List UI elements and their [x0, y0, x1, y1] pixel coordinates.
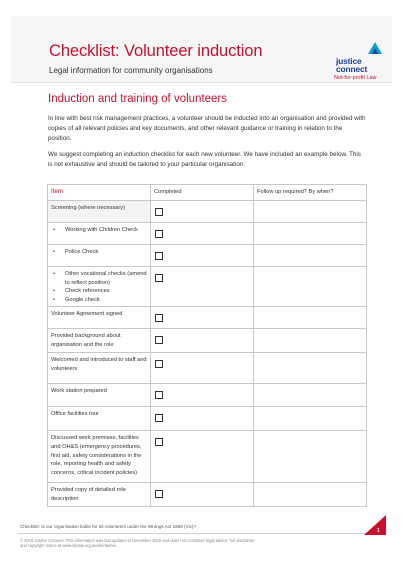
column-header-completed: Completed — [151, 185, 254, 201]
checkbox-icon[interactable] — [155, 274, 163, 282]
table-row — [48, 329, 367, 353]
completed-cell — [151, 353, 254, 384]
follow-up-cell[interactable] — [254, 267, 367, 307]
page-number: 1 — [377, 528, 380, 534]
section-heading: Induction and training of volunteers — [48, 93, 228, 105]
checkbox-icon[interactable] — [155, 438, 163, 446]
follow-up-cell[interactable] — [254, 245, 367, 267]
checkbox-icon[interactable] — [155, 414, 163, 422]
follow-up-cell[interactable] — [254, 307, 367, 329]
checkbox-icon[interactable] — [155, 360, 163, 368]
item-cell: Screening (where necessary) — [48, 201, 151, 223]
item-cell: Provided copy of detailed role description — [48, 483, 151, 506]
logo-tagline: Not-for-profit Law — [334, 75, 377, 81]
bullet-item: • Google check — [51, 296, 147, 305]
intro-paragraph: In line with best risk management practices, a volunteer should be inducted into an organisation and provided with copies of all relevant policies and key documents, and other relevant guidance or training in relation to the position. — [48, 115, 366, 143]
footer-divider — [18, 533, 380, 534]
table-row — [48, 267, 367, 307]
checkbox-icon[interactable] — [155, 391, 163, 399]
column-header-item: Item — [48, 185, 151, 201]
table-row — [48, 307, 367, 329]
induction-checklist-table — [47, 184, 367, 507]
item-cell — [48, 245, 151, 267]
page-corner-icon — [362, 515, 386, 535]
checkbox-icon[interactable] — [155, 336, 163, 344]
justice-connect-logo-icon — [366, 40, 384, 56]
follow-up-cell[interactable] — [254, 431, 367, 483]
follow-up-cell[interactable] — [254, 223, 367, 245]
completed-cell — [151, 407, 254, 431]
logo-wordmark-line2: connect — [336, 64, 368, 74]
checkbox-icon[interactable] — [155, 490, 163, 498]
checkbox-icon[interactable] — [155, 208, 163, 216]
completed-cell — [151, 245, 254, 267]
follow-up-cell[interactable] — [254, 483, 367, 506]
logo-wordmark-line1: justice — [336, 56, 362, 66]
table-row — [48, 201, 367, 223]
table-row — [48, 431, 367, 483]
document-title: Checklist: Volunteer induction — [49, 42, 263, 60]
table-row — [48, 353, 367, 384]
item-cell: Work station prepared — [48, 384, 151, 407]
table-row — [48, 407, 367, 431]
follow-up-cell[interactable] — [254, 353, 367, 384]
bullet-item: • Other vocational checks (amend to reflect position) — [51, 270, 147, 287]
column-header-follow-up: Follow up required? By when? — [254, 185, 367, 201]
completed-cell — [151, 307, 254, 329]
table-row — [48, 245, 367, 267]
follow-up-cell[interactable] — [254, 384, 367, 407]
justice-connect-logo — [322, 40, 392, 92]
footer-related-checklist[interactable]: Checklist: Is our organisation liable for its volunteers under the Wrongs Act 1958 (Vic)? — [20, 524, 197, 529]
table-row — [48, 384, 367, 407]
item-cell: Office facilities tour — [48, 407, 151, 431]
table-row — [48, 223, 367, 245]
item-cell: Volunteer Agreement signed — [48, 307, 151, 329]
follow-up-cell[interactable] — [254, 201, 367, 223]
bullet-item: • Working with Children Check — [51, 226, 147, 235]
completed-cell — [151, 201, 254, 223]
suggestion-paragraph: We suggest completing an induction checklist for each new volunteer. We have included an example below. This is not exhaustive and should be tailored to your particular organisation. — [48, 151, 361, 169]
completed-cell — [151, 223, 254, 245]
document-header — [11, 16, 392, 83]
completed-cell — [151, 431, 254, 483]
item-cell: Provided background about organisation and the role — [48, 329, 151, 353]
checkbox-icon[interactable] — [155, 252, 163, 260]
document-subtitle: Legal information for community organisations — [49, 66, 213, 75]
completed-cell — [151, 483, 254, 506]
item-cell — [48, 267, 151, 307]
footer-legal-notice: © 2015 Justice Connect. This information was last updated in December 2015 and does not constitute legal advice, full disclaimer and copyright notice at www.nfplaw.org.au/disclaimer. — [20, 538, 255, 549]
table-header-row — [48, 185, 367, 201]
bullet-item: • Police Check — [51, 248, 147, 257]
follow-up-cell[interactable] — [254, 407, 367, 431]
checkbox-icon[interactable] — [155, 314, 163, 322]
completed-cell — [151, 267, 254, 307]
follow-up-cell[interactable] — [254, 329, 367, 353]
completed-cell — [151, 329, 254, 353]
item-cell: Discussed work premises, facilities and OH&S (emergency procedures, first aid, safety considerations in the role, reporting health and safety concerns, critical incident policies) — [48, 431, 151, 483]
item-cell — [48, 223, 151, 245]
bullet-item: • Check references — [51, 287, 147, 296]
completed-cell — [151, 384, 254, 407]
checkbox-icon[interactable] — [155, 230, 163, 238]
table-row — [48, 483, 367, 506]
item-cell: Welcomed and introduced to staff and volunteers — [48, 353, 151, 384]
